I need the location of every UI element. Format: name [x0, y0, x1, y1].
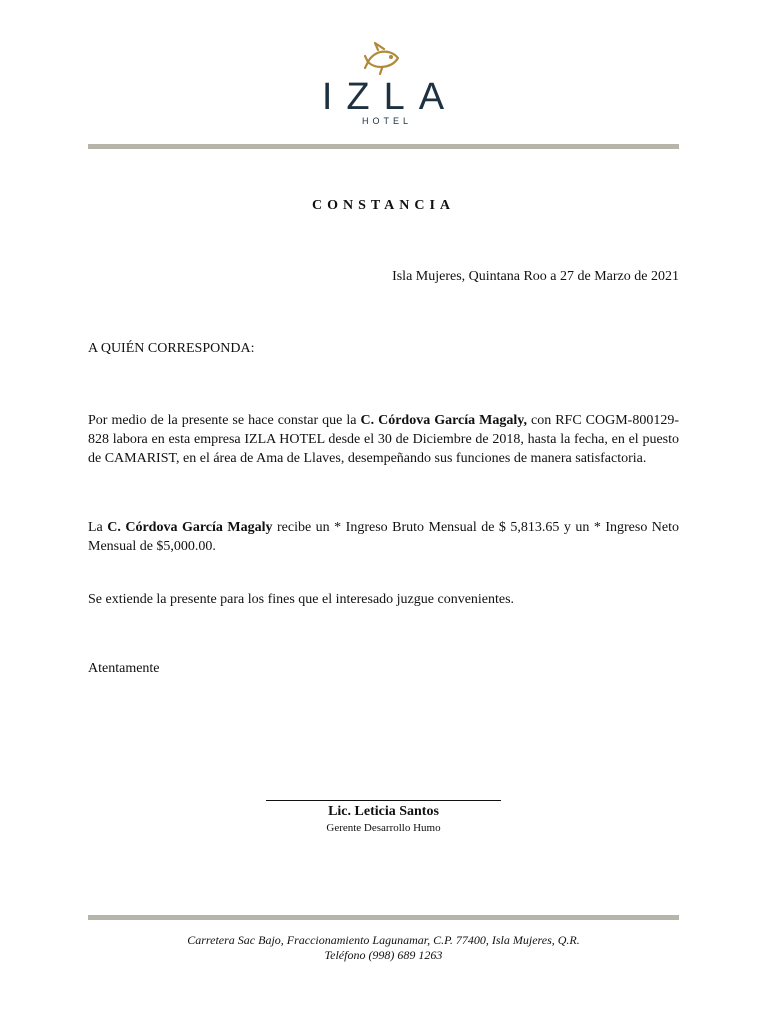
- closing: Atentamente: [88, 661, 160, 676]
- signatory-role: Gerente Desarrollo Humo: [326, 822, 441, 834]
- employee-name-2: C. Córdova García Magaly: [107, 520, 273, 535]
- p1-intro: Por medio de la presente se hace constar que la: [88, 413, 361, 428]
- greeting: A QUIÉN CORRESPONDA:: [88, 341, 255, 356]
- logo-wordmark: IZLA: [321, 76, 459, 118]
- header-divider: [88, 144, 679, 149]
- logo-subtitle: HOTEL: [361, 116, 412, 126]
- p2-body: recibe un * Ingreso Bruto Mensual de $ 5,813.65 y un * Ingreso Neto Mensual de $5,000.00.: [88, 520, 680, 554]
- paragraph-employment: [88, 411, 679, 468]
- footer-address: Carretera Sac Bajo, Fraccionamiento Lagunamar, C.P. 77400, Isla Mujeres, Q.R.: [187, 933, 580, 947]
- footer: [88, 933, 679, 963]
- paragraph-purpose: Se extiende la presente para los fines que el interesado juzgue convenientes.: [88, 592, 515, 607]
- footer-phone: Teléfono (998) 689 1263: [324, 948, 443, 962]
- document-title: CONSTANCIA: [311, 198, 456, 213]
- signatory-name: Lic. Leticia Santos: [328, 804, 439, 819]
- employee-name: C. Córdova García Magaly,: [360, 413, 527, 428]
- date-line: Isla Mujeres, Quintana Roo a 27 de Marzo de 2021: [392, 269, 679, 284]
- p1-body: con RFC COGM-800129-828 labora en esta empresa IZLA HOTEL desde el 30 de Diciembre de 2018, hasta la fecha, en el puesto de CAMARIST, en el área de Ama de Llaves, desempeñando sus funciones de manera satisfactoria.: [88, 413, 679, 466]
- fish-icon: [364, 40, 404, 76]
- signature-line: [266, 800, 501, 801]
- hotel-logo: [300, 40, 468, 140]
- footer-divider: [88, 915, 679, 920]
- p2-intro: La: [88, 520, 108, 535]
- paragraph-income: [88, 518, 679, 556]
